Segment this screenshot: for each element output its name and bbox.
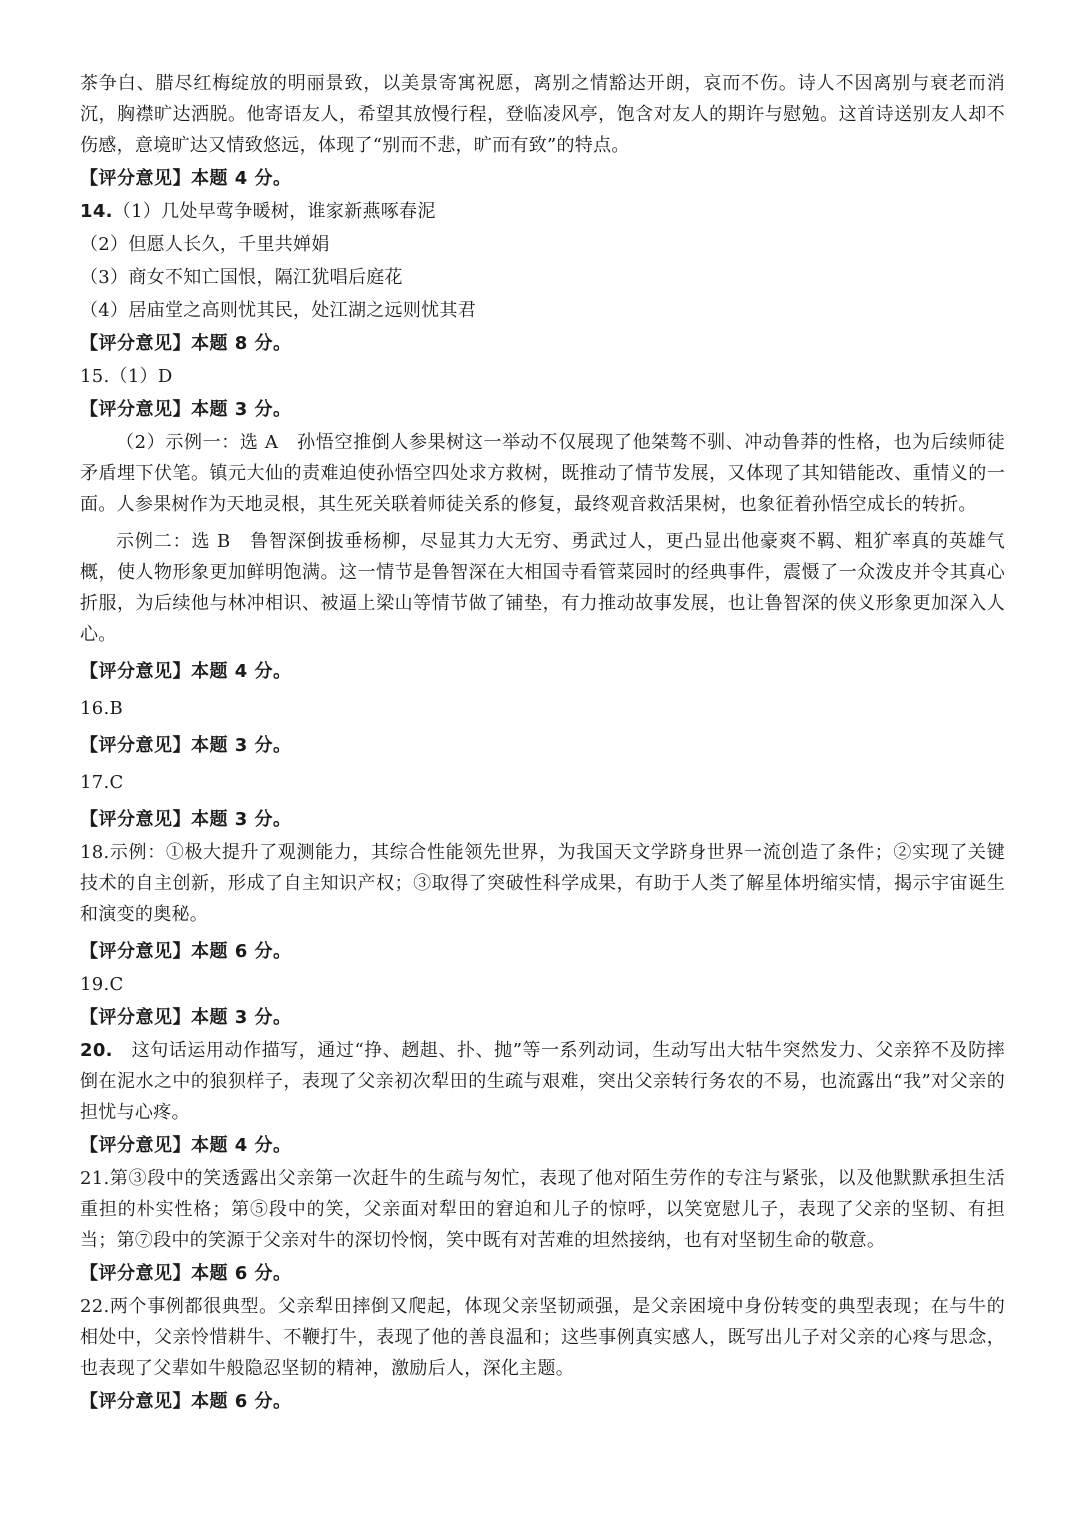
q19-answer: 19.C	[80, 974, 124, 995]
q17-answer: 17.C	[80, 772, 124, 793]
q17-score-note: 【评分意见】本题 3 分。	[80, 809, 292, 830]
q14-score-note: 【评分意见】本题 8 分。	[80, 333, 292, 354]
q14-answer-2: （2）但愿人长久，千里共婵娟	[80, 234, 330, 255]
q13-analysis-paragraph: 茶争白、腊尽红梅绽放的明丽景致，以美景寄寓祝愿，离别之情豁达开朗，哀而不伤。诗人不因离别与衰老而消沉，胸襟旷达洒脱。他寄语友人，希望其放慢行程，登临凌风亭，饱含对友人的期许与慰勉。这首诗送别友人却不伤感，意境旷达又情致悠远，体现了“别而不悲，旷而有致”的特点。	[80, 73, 1005, 156]
q18-answer: 18.示例：①极大提升了观测能力，其综合性能领先世界，为我国天文学跻身世界一流创造了条件；②实现了关键技术的自主创新，形成了自主知识产权；③取得了突破性科学成果，有助于人类了解星体坍缩实情，揭示宇宙诞生和演变的奥秘。	[80, 842, 1005, 925]
q15-example-1: （2）示例一：选 A 孙悟空推倒人参果树这一举动不仅展现了他桀骜不驯、冲动鲁莽的性格，也为后续师徒矛盾埋下伏笔。镇元大仙的责难迫使孙悟空四处求方救树，既推动了情节发展，又体现了其知错能改、重情义的一面。人参果树作为天地灵根，其生死关联着师徒关系的修复，最终观音救活果树，也象征着孙悟空成长的转折。	[80, 432, 1005, 515]
q14-answer-4: （4）居庙堂之高则忧其民，处江湖之远则忧其君	[80, 300, 477, 321]
q22-score-note: 【评分意见】本题 6 分。	[80, 1391, 292, 1412]
q20-number: 20.	[80, 1040, 113, 1061]
answer-document	[80, 68, 1005, 1417]
q14-line1	[80, 196, 1005, 227]
q15-part2-score-note: 【评分意见】本题 4 分。	[80, 661, 292, 682]
q14-answer-3: （3）商女不知亡国恨，隔江犹唱后庭花	[80, 267, 403, 288]
q21-answer: 21.第③段中的笑透露出父亲第一次赶牛的生疏与匆忙，表现了他对陌生劳作的专注与紧张，以及他默默承担生活重担的朴实性格；第⑤段中的笑，父亲面对犁田的窘迫和儿子的惊呼，以笑宽慰儿子，表现了父亲的坚韧、有担当；第⑦段中的笑源于父亲对牛的深切怜悯，笑中既有对苦难的坦然接纳，也有对坚韧生命的敬意。	[80, 1168, 1005, 1251]
q14-answer-1: （1）几处早莺争暖树，谁家新燕啄春泥	[112, 201, 436, 222]
q16-answer: 16.B	[80, 698, 124, 719]
q21-score-note: 【评分意见】本题 6 分。	[80, 1263, 292, 1284]
q15-example-2: 示例二：选 B 鲁智深倒拔垂杨柳，尽显其力大无穷、勇武过人，更凸显出他豪爽不羁、粗犷率真的英雄气概，使人物形象更加鲜明饱满。这一情节是鲁智深在大相国寺看管菜园时的经典事件，震慑了一众泼皮并令其真心折服，为后续他与林冲相识、被逼上梁山等情节做了铺垫，有力推动故事发展，也让鲁智深的侠义形象更加深入人心。	[80, 531, 1005, 645]
q14-number: 14.	[80, 201, 113, 222]
q16-score-note: 【评分意见】本题 3 分。	[80, 735, 292, 756]
q13-score-note: 【评分意见】本题 4 分。	[80, 168, 292, 189]
q20-answer: 这句话运用动作描写，通过“挣、趔趄、扑、抛”等一系列动词，生动写出大牯牛突然发力、父亲猝不及防摔倒在泥水之中的狼狈样子，表现了父亲初次犁田的生疏与艰难，突出父亲转行务农的不易，也流露出“我”对父亲的担忧与心疼。	[80, 1040, 1005, 1123]
q15-part1-answer: 15.（1）D	[80, 366, 173, 387]
q19-score-note: 【评分意见】本题 3 分。	[80, 1007, 292, 1028]
q20-score-note: 【评分意见】本题 4 分。	[80, 1135, 292, 1156]
q22-answer: 22.两个事例都很典型。父亲犁田摔倒又爬起，体现父亲坚韧顽强，是父亲困境中身份转变的典型表现；在与牛的相处中，父亲怜惜耕牛、不鞭打牛，表现了他的善良温和；这些事例真实感人，既写出儿子对父亲的心疼与思念，也表现了父辈如牛般隐忍坚韧的精神，激励后人，深化主题。	[80, 1296, 1005, 1379]
q18-score-note: 【评分意见】本题 6 分。	[80, 941, 292, 962]
q20-answer-paragraph	[80, 1035, 1005, 1128]
q15-part1-score-note: 【评分意见】本题 3 分。	[80, 399, 292, 420]
